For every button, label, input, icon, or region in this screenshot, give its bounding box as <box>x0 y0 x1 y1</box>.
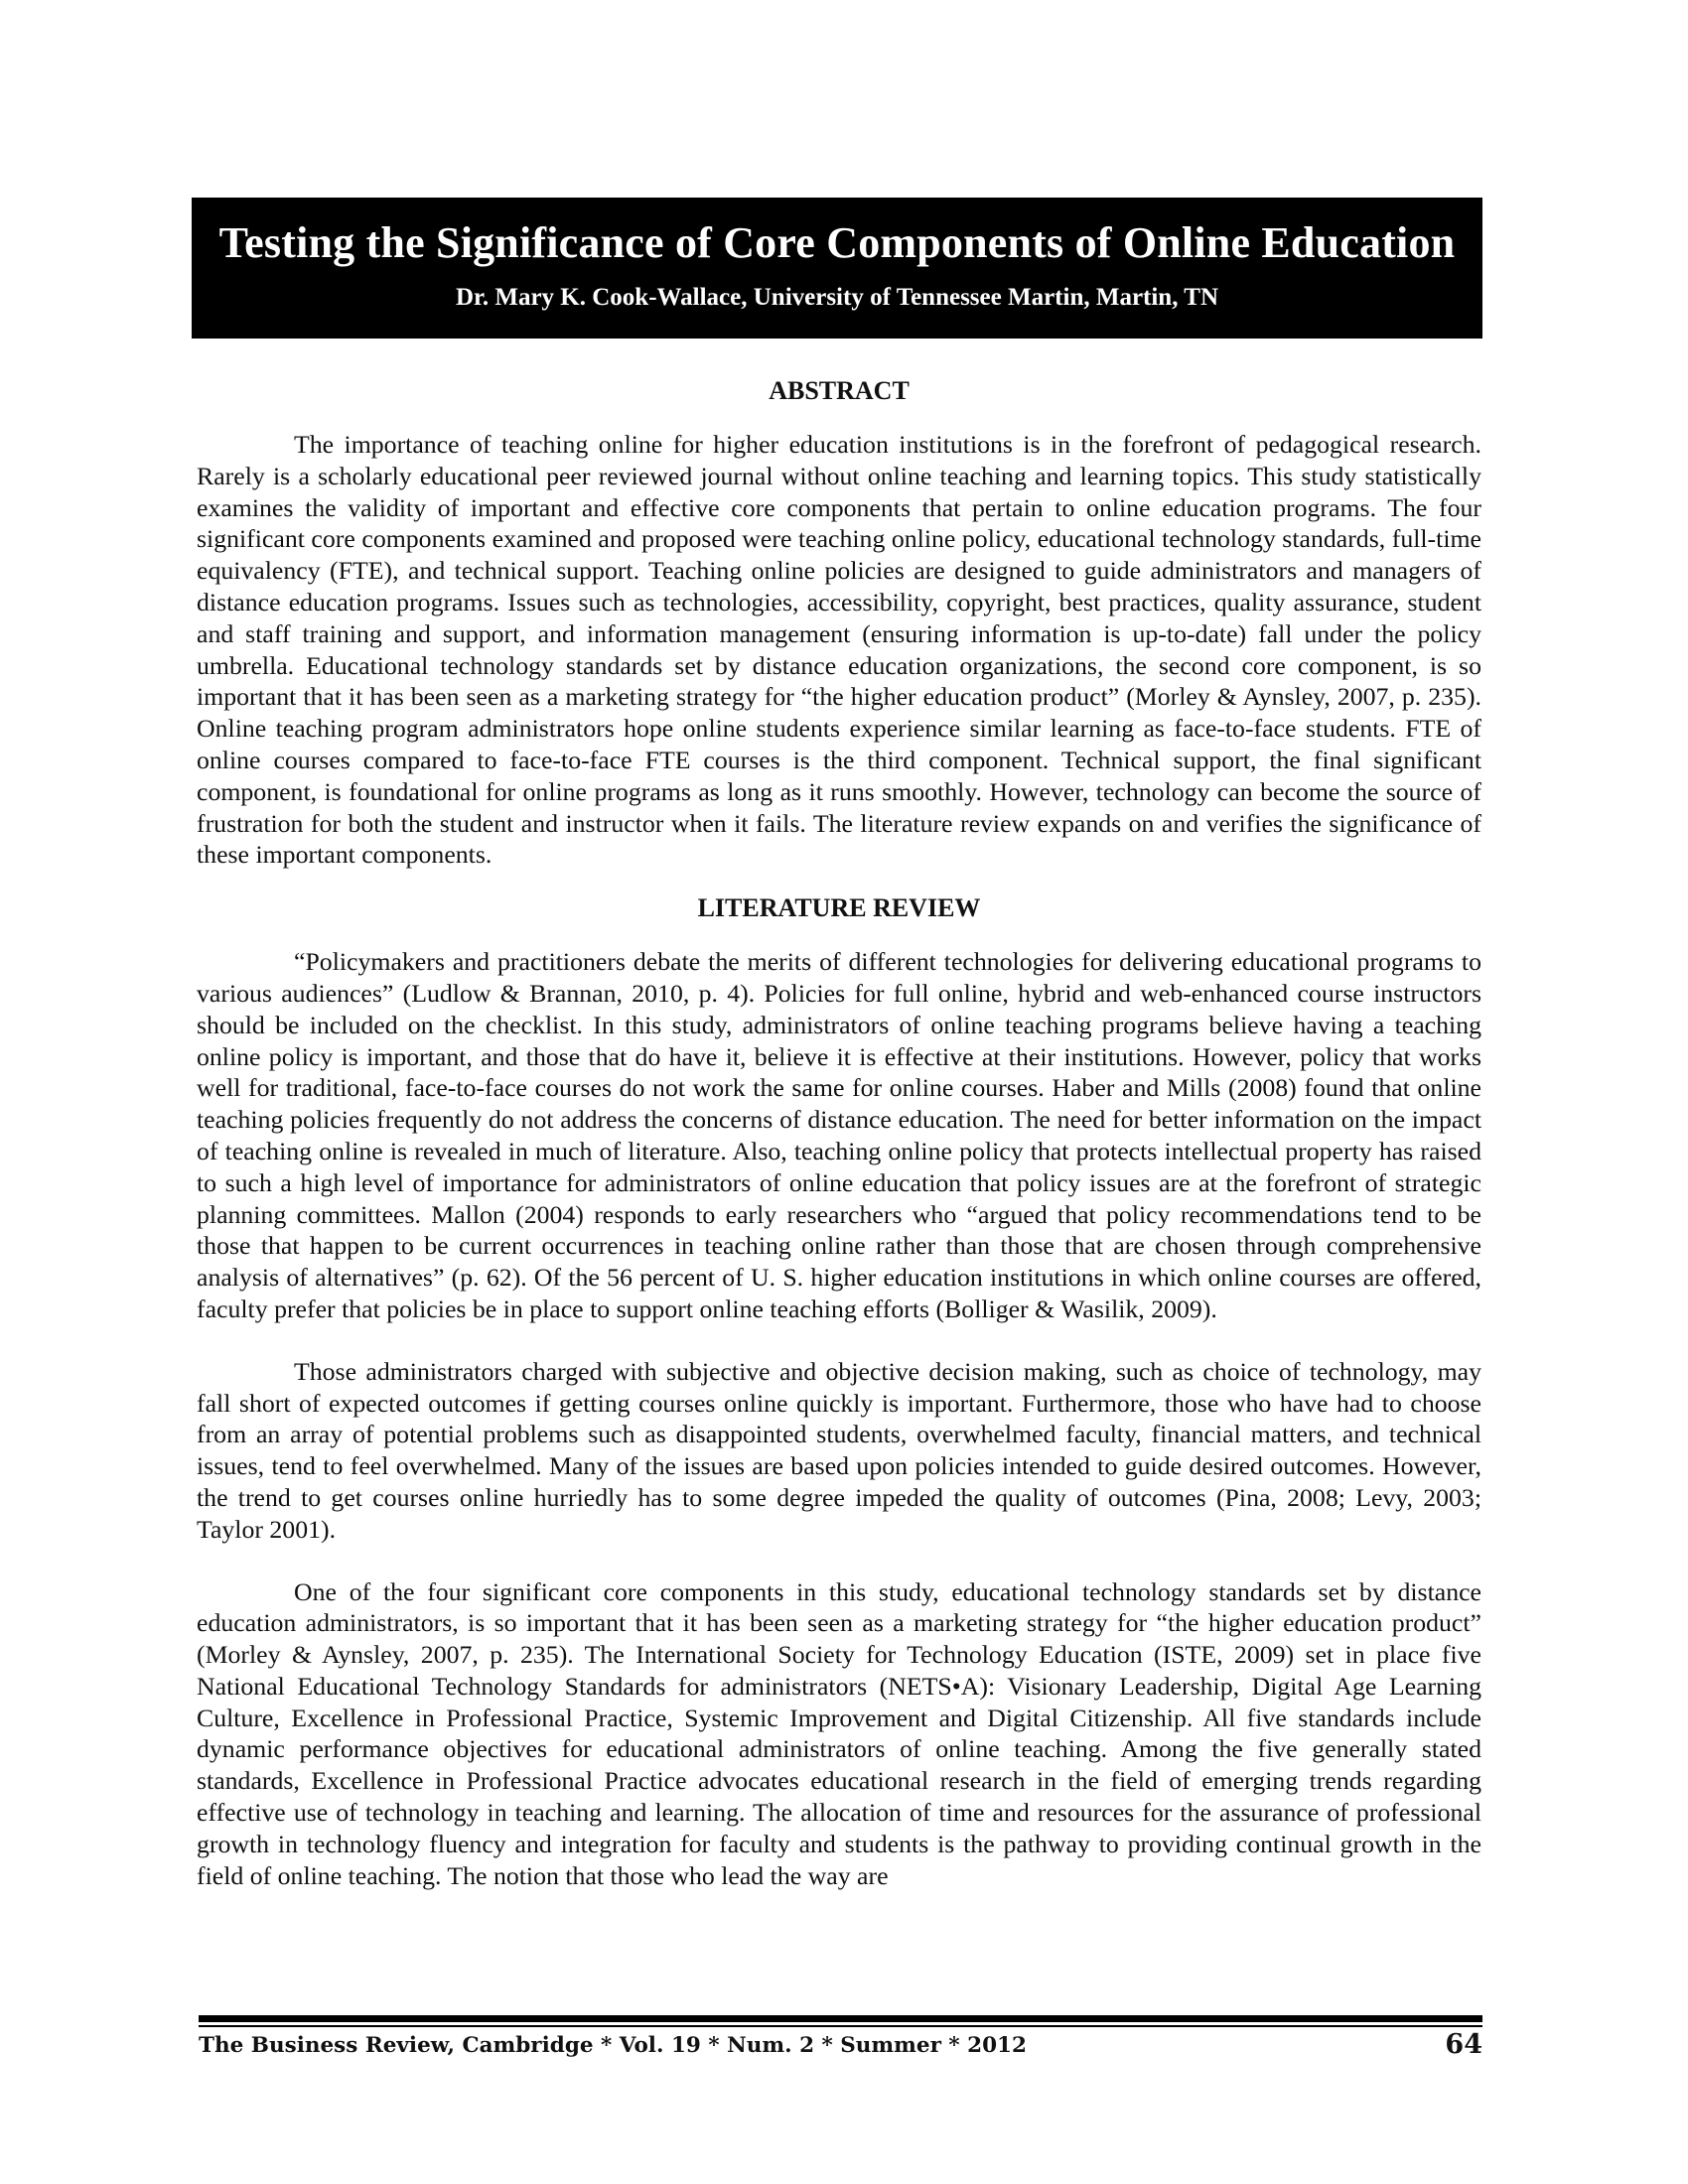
literature-paragraph-1: “Policymakers and practitioners debate the merits of different technologies for delivering educational programs to various audiences” (Ludlow & Brannan, 2010, p. 4). Policies for full online, hybrid and web-enhanced course instructors should be included on the checklist. In this study, administrators of online teaching programs believe having a teaching online policy is important, and those that do have it, believe it is effective at their institutions. However, policy that works well for traditional, face-to-face courses do not work the same for online courses. Haber and Mills (2008) found that online teaching policies frequently do not address the concerns of distance education. The need for better information on the impact of teaching online is revealed in much of literature. Also, teaching online policy that protects intellectual property has raised to such a high level of importance for administrators of online education that policy issues are at the forefront of strategic planning committees. Mallon (2004) responds to early researchers who “argued that policy recommendations tend to be those that happen to be current occurrences in teaching online rather than those that are chosen through comprehensive analysis of alternatives” (p. 62). Of the 56 percent of U. S. higher education institutions in which online courses are offered, faculty prefer that policies be in place to support online teaching efforts (Bolliger & Wasilik, 2009). <box>197 947 1481 1323</box>
page-number: 64 <box>1445 2029 1482 2060</box>
literature-paragraph-2: Those administrators charged with subjective and objective decision making, such as choice of technology, may fall short of expected outcomes if getting courses online quickly is important. Furthermore, those who have had to choose from an array of potential problems such as disappointed students, overwhelmed faculty, financial matters, and technical issues, tend to feel overwhelmed. Many of the issues are based upon policies intended to guide desired outcomes. However, the trend to get courses online hurriedly has to some degree impeded the quality of outcomes (Pina, 2008; Levy, 2003; Taylor 2001). <box>197 1356 1481 1544</box>
literature-review-heading: LITERATURE REVIEW <box>697 893 981 923</box>
journal-citation: The Business Review, Cambridge * Vol. 19 * Num. 2 * Summer * 2012 <box>199 2033 1027 2058</box>
article-body <box>197 375 1481 1891</box>
abstract-paragraph: The importance of teaching online for higher education institutions is in the forefront of pedagogical research. Rarely is a scholarly educational peer reviewed journal without online teaching and learning topics. This study statistically examines the validity of important and effective core components that pertain to online education programs. The four significant core components examined and proposed were teaching online policy, educational technology standards, full-time equivalency (FTE), and technical support. Teaching online policies are designed to guide administrators and managers of distance education programs. Issues such as technologies, accessibility, copyright, best practices, quality assurance, student and staff training and support, and information management (ensuring information is up-to-date) fall under the policy umbrella. Educational technology standards set by distance education organizations, the second core component, is so important that it has been seen as a marketing strategy for “the higher education product” (Morley & Aynsley, 2007, p. 235). Online teaching program administrators hope online students experience similar learning as face-to-face students. FTE of online courses compared to face-to-face FTE courses is the third component. Technical support, the final significant component, is foundational for online programs as long as it runs smoothly. However, technology can become the source of frustration for both the student and instructor when it fails. The literature review expands on and verifies the significance of these important components. <box>197 430 1481 870</box>
author-affiliation: Dr. Mary K. Cook-Wallace, University of Tennessee Martin, Martin, TN <box>456 284 1218 311</box>
abstract-heading: ABSTRACT <box>769 376 910 405</box>
paper-title: Testing the Significance of Core Components of Online Education <box>218 218 1456 267</box>
literature-paragraph-3: One of the four significant core components in this study, educational technology standards set by distance education administrators, is so important that it has been seen as a marketing strategy for “the higher education product” (Morley & Aynsley, 2007, p. 235). The International Society for Technology Education (ISTE, 2009) set in place five National Educational Technology Standards for administrators (NETS•A): Visionary Leadership, Digital Age Learning Culture, Excellence in Professional Practice, Systemic Improvement and Digital Citizenship. All five standards include dynamic performance objectives for educational administrators of online teaching. Among the five generally stated standards, Excellence in Professional Practice advocates educational research in the field of emerging trends regarding effective use of technology in teaching and learning. The allocation of time and resources for the assurance of professional growth in technology fluency and integration for faculty and students is the pathway to providing continual growth in the field of online teaching. The notion that those who lead the way are <box>197 1576 1481 1890</box>
page-footer <box>199 2029 1482 2065</box>
title-banner <box>192 198 1482 339</box>
footer-divider <box>199 2015 1482 2027</box>
